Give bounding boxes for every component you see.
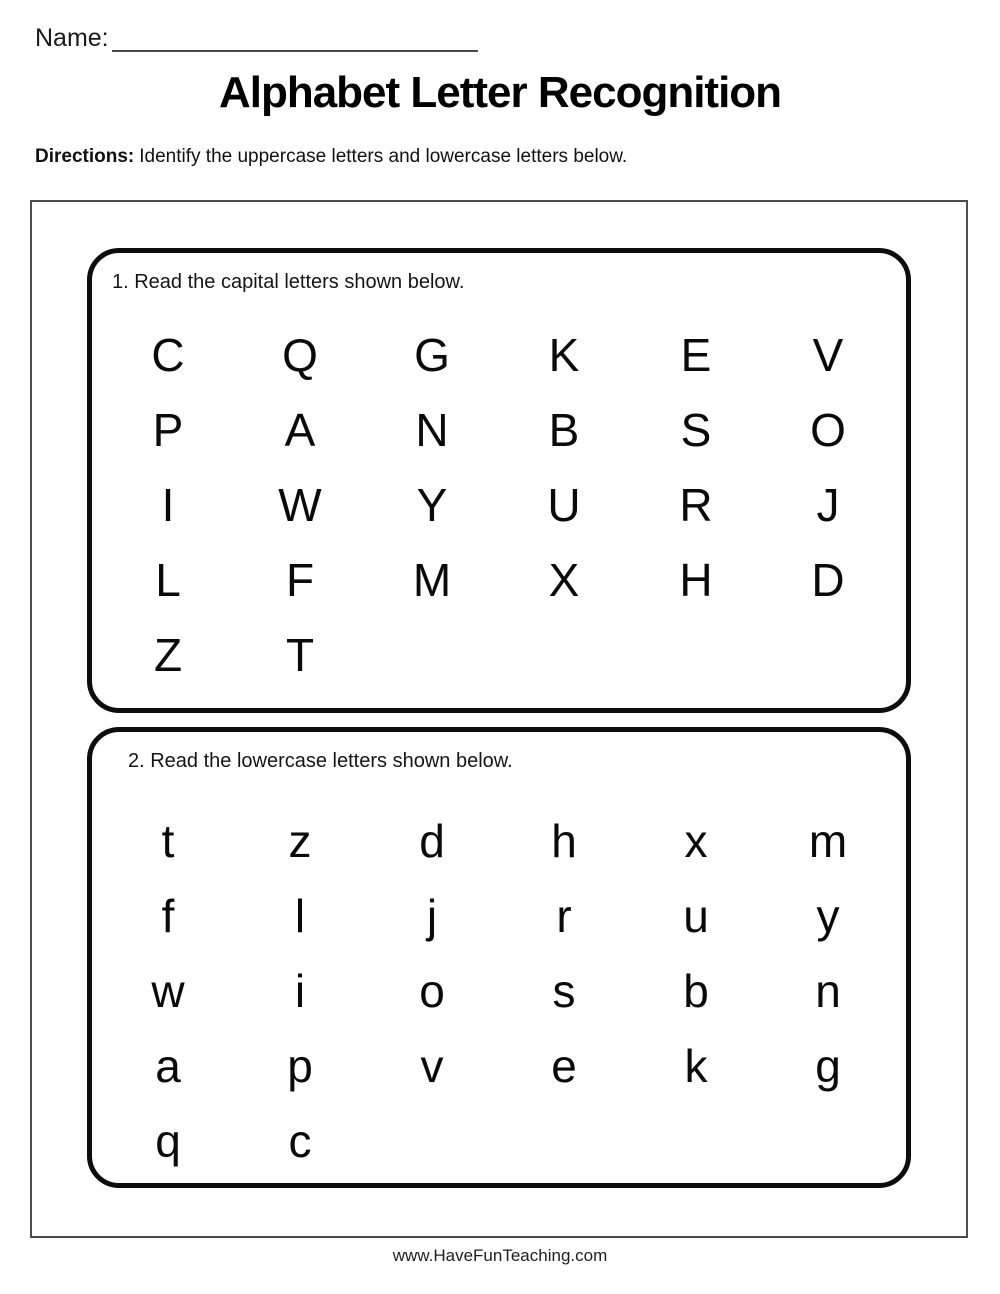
letter-cell: Q xyxy=(282,328,318,381)
letter-cell: g xyxy=(815,1039,841,1092)
letter-cell: n xyxy=(815,964,841,1017)
letter-cell: G xyxy=(414,328,450,381)
letter-cell: r xyxy=(556,889,572,942)
letter-cell: c xyxy=(288,1114,312,1167)
letter-cell: b xyxy=(683,964,709,1017)
letter-cell: X xyxy=(548,553,580,606)
letter-cell: T xyxy=(285,628,315,681)
letter-cell: M xyxy=(412,553,452,606)
letter-cell: S xyxy=(680,403,712,456)
lowercase-letters-grid xyxy=(102,803,894,1178)
letter-cell: C xyxy=(151,328,185,381)
letter-cell: H xyxy=(679,553,713,606)
letter-cell: F xyxy=(285,553,315,606)
letter-cell: N xyxy=(415,403,449,456)
directions xyxy=(35,146,627,168)
letter-cell: y xyxy=(816,889,840,942)
letter-cell: o xyxy=(419,964,445,1017)
letter-cell: Y xyxy=(416,478,448,531)
letter-cell: B xyxy=(548,403,580,456)
letter-cell: V xyxy=(812,328,844,381)
letter-cell: U xyxy=(547,478,581,531)
letter-cell: l xyxy=(294,889,306,942)
letter-cell: p xyxy=(287,1039,313,1092)
directions-text: Identify the uppercase letters and lowercase letters below. xyxy=(139,146,628,167)
capital-letters-heading: 1. Read the capital letters shown below. xyxy=(112,271,465,293)
lowercase-letters-box xyxy=(87,727,911,1188)
letter-cell: t xyxy=(161,814,175,867)
letter-cell: w xyxy=(151,964,185,1017)
letter-cell: k xyxy=(684,1039,708,1092)
footer-url: www.HaveFunTeaching.com xyxy=(392,1246,608,1265)
letter-cell: P xyxy=(152,403,184,456)
capital-letters-box xyxy=(87,248,911,713)
letter-cell: D xyxy=(811,553,845,606)
name-row xyxy=(35,24,109,53)
letter-cell: I xyxy=(161,478,175,531)
letter-cell: a xyxy=(155,1039,181,1092)
letter-cell: W xyxy=(278,478,322,531)
letter-cell: i xyxy=(294,964,306,1017)
letter-cell: f xyxy=(161,889,175,942)
letter-cell: A xyxy=(284,403,316,456)
letter-cell: R xyxy=(679,478,713,531)
letter-cell: u xyxy=(683,889,709,942)
letter-cell: s xyxy=(552,964,576,1017)
letter-cell: h xyxy=(551,814,577,867)
letter-cell: j xyxy=(426,889,438,942)
letter-cell: z xyxy=(288,814,312,867)
letter-cell: L xyxy=(155,553,181,606)
letter-cell: e xyxy=(551,1039,577,1092)
letter-cell: m xyxy=(808,814,848,867)
letter-cell: J xyxy=(816,478,840,531)
letter-cell: K xyxy=(548,328,580,381)
page-title: Alphabet Letter Recognition xyxy=(218,68,782,117)
letter-cell: E xyxy=(680,328,712,381)
letter-cell: x xyxy=(684,814,708,867)
letter-cell: Z xyxy=(153,628,183,681)
letter-cell: O xyxy=(810,403,846,456)
letter-cell: q xyxy=(155,1114,181,1167)
letter-cell: d xyxy=(419,814,445,867)
name-blank-line xyxy=(112,50,478,52)
letter-cell: v xyxy=(420,1039,444,1092)
directions-label: Directions: xyxy=(35,146,135,167)
capital-letters-grid xyxy=(102,317,894,692)
name-label: Name: xyxy=(35,24,109,52)
lowercase-letters-heading: 2. Read the lowercase letters shown below. xyxy=(128,750,513,772)
